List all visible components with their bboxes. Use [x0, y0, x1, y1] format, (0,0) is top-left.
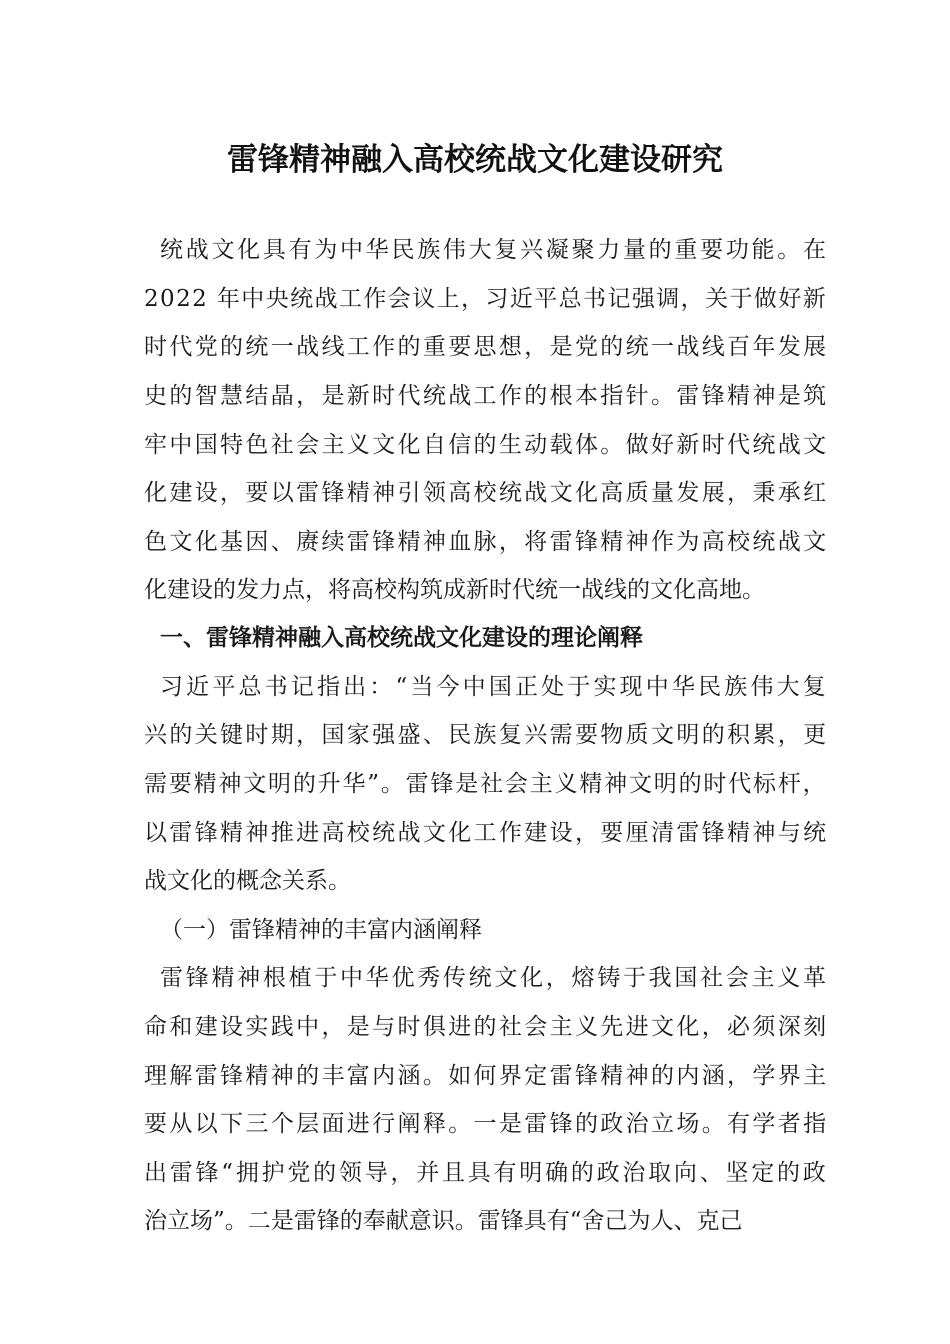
text-line: 史的智慧结晶，是新时代统战工作的根本指针。雷锋精神是筑: [144, 383, 829, 409]
text-line: 以雷锋精神推进高校统战文化工作建设，要厘清雷锋精神与统: [144, 820, 829, 846]
text-line: 色文化基因、赓续雷锋精神血脉，将雷锋精神作为高校统战文: [144, 529, 829, 555]
text-line: 统战文化具有为中华民族伟大复兴凝聚力量的重要功能。在: [160, 237, 829, 263]
text-line: 时代党的统一战线工作的重要思想，是党的统一战线百年发展: [144, 334, 829, 360]
text-line: 2022 年中央统战工作会议上，习近平总书记强调，关于做好新: [144, 286, 828, 312]
text-line: 雷锋精神根植于中华优秀传统文化，熔铸于我国社会主义革: [160, 965, 829, 991]
text-line: 需要精神文明的升华”。雷锋是社会主义精神文明的时代标杆，: [144, 771, 828, 797]
subsection-heading: （一）雷锋精神的丰富内涵阐释: [160, 917, 482, 943]
text-line: 治立场”。二是雷锋的奉献意识。雷锋具有“舍己为人、克己: [144, 1208, 743, 1234]
text-line: 理解雷锋精神的丰富内涵。如何界定雷锋精神的内涵，学界主: [144, 1063, 829, 1089]
text-line: 化建设的发力点，将高校构筑成新时代统一战线的文化高地。: [144, 577, 765, 603]
text-line: 出雷锋“拥护党的领导，并且具有明确的政治取向、坚定的政: [144, 1160, 829, 1186]
text-line: 兴的关键时期，国家强盛、民族复兴需要物质文明的积累，更: [144, 722, 829, 748]
text-line: 牢中国特色社会主义文化自信的生动载体。做好新时代统战文: [144, 432, 829, 458]
section-heading: 一、雷锋精神融入高校统战文化建设的理论阐释: [160, 625, 643, 651]
text-line: 化建设，要以雷锋精神引领高校统战文化高质量发展，秉承红: [144, 480, 829, 506]
text-line: 习近平总书记指出：“当今中国正处于实现中华民族伟大复: [160, 674, 829, 700]
text-line: 要从以下三个层面进行阐释。一是雷锋的政治立场。有学者指: [144, 1111, 829, 1137]
text-line: 战文化的概念关系。: [144, 868, 351, 894]
document-title: 雷锋精神融入高校统战文化建设研究: [227, 142, 723, 178]
text-line: 命和建设实践中，是与时俱进的社会主义先进文化，必须深刻: [144, 1014, 829, 1040]
